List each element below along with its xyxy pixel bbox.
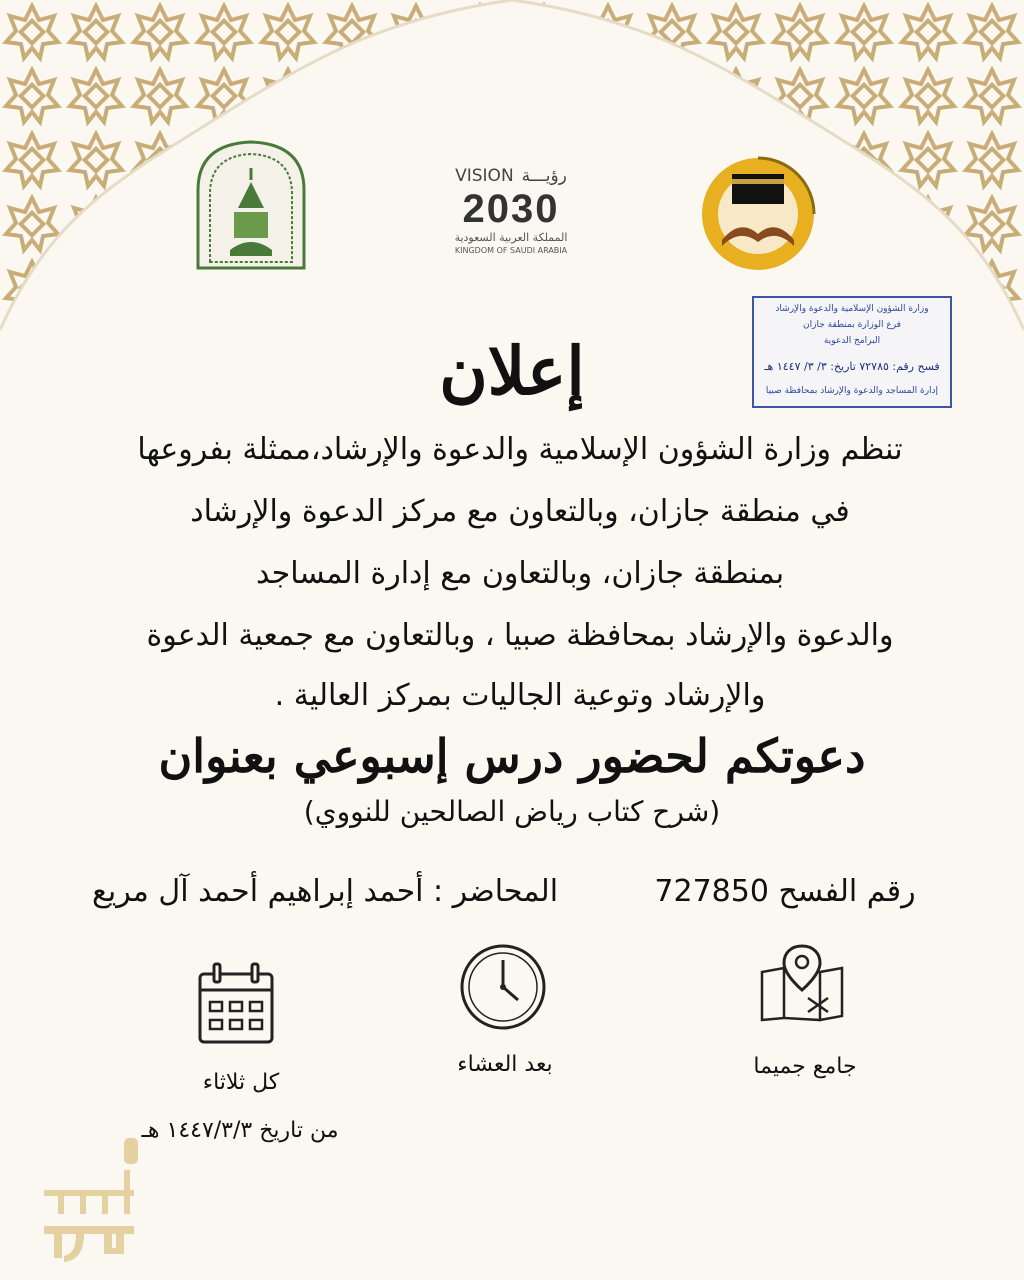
vision-word-ar: رؤيـــة [521, 166, 567, 186]
day-label: كل ثلاثاء [202, 1070, 280, 1095]
stamp-line-permit: فسح رقم: ٧٢٧٨٥ تاريخ: ٣/ ٣/ ١٤٤٧ هـ [764, 360, 940, 373]
calendar-icon [196, 962, 276, 1046]
vision-year: 2030 [462, 187, 560, 231]
lesson-subtitle: (شرح كتاب رياض الصالحين للنووي) [303, 795, 721, 828]
vision-word-en: VISION [455, 166, 514, 186]
association-logo [688, 148, 828, 274]
map-location-icon [756, 942, 848, 1022]
vision-country-ar: المملكة العربية السعودية [454, 231, 568, 244]
permit-number: رقم الفسح 727850 [654, 874, 916, 909]
stamp-line-programs: البرامج الدعوية [823, 336, 881, 346]
invite-heading: دعوتكم لحضور درس إسبوعي بعنوان [158, 729, 866, 783]
start-date: من تاريخ ١٤٤٧/٣/٣ هـ [141, 1118, 339, 1143]
watermark-logo [24, 1130, 144, 1270]
stamp-line-ministry: وزارة الشؤون الإسلامية والدعوة والإرشاد [775, 304, 929, 314]
announcement-title: إعلان [439, 332, 585, 410]
body-line-2: في منطقة جازان، وبالتعاون مع مركز الدعوة والإرشاد [190, 494, 850, 529]
body-line-4: والدعوة والإرشاد بمحافظة صبيا ، وبالتعاون مع جمعية الدعوة [146, 618, 894, 653]
body-line-3: بمنطقة جازان، وبالتعاون مع إدارة المساجد [255, 556, 785, 591]
body-line-5: والإرشاد وتوعية الجاليات بمركز العالية . [274, 678, 766, 713]
stamp-line-branch: فرع الوزارة بمنطقة جازان [803, 320, 901, 330]
ministry-logo [194, 138, 308, 272]
vision-country-en: KINGDOM OF SAUDI ARABIA [454, 246, 568, 255]
place-label: جامع جميما [753, 1054, 857, 1079]
vision-2030-logo [440, 165, 582, 265]
clock-icon [458, 942, 548, 1032]
stamp-line-department: إدارة المساجد والدعوة والإرشاد بمحافظة صبيا [765, 386, 939, 396]
body-line-1: تنظم وزارة الشؤون الإسلامية والدعوة والإرشاد،ممثلة بفروعها [137, 432, 903, 467]
lecturer-name: المحاضر : أحمد إبراهيم أحمد آل مريع [91, 874, 559, 909]
time-label: بعد العشاء [457, 1052, 553, 1077]
